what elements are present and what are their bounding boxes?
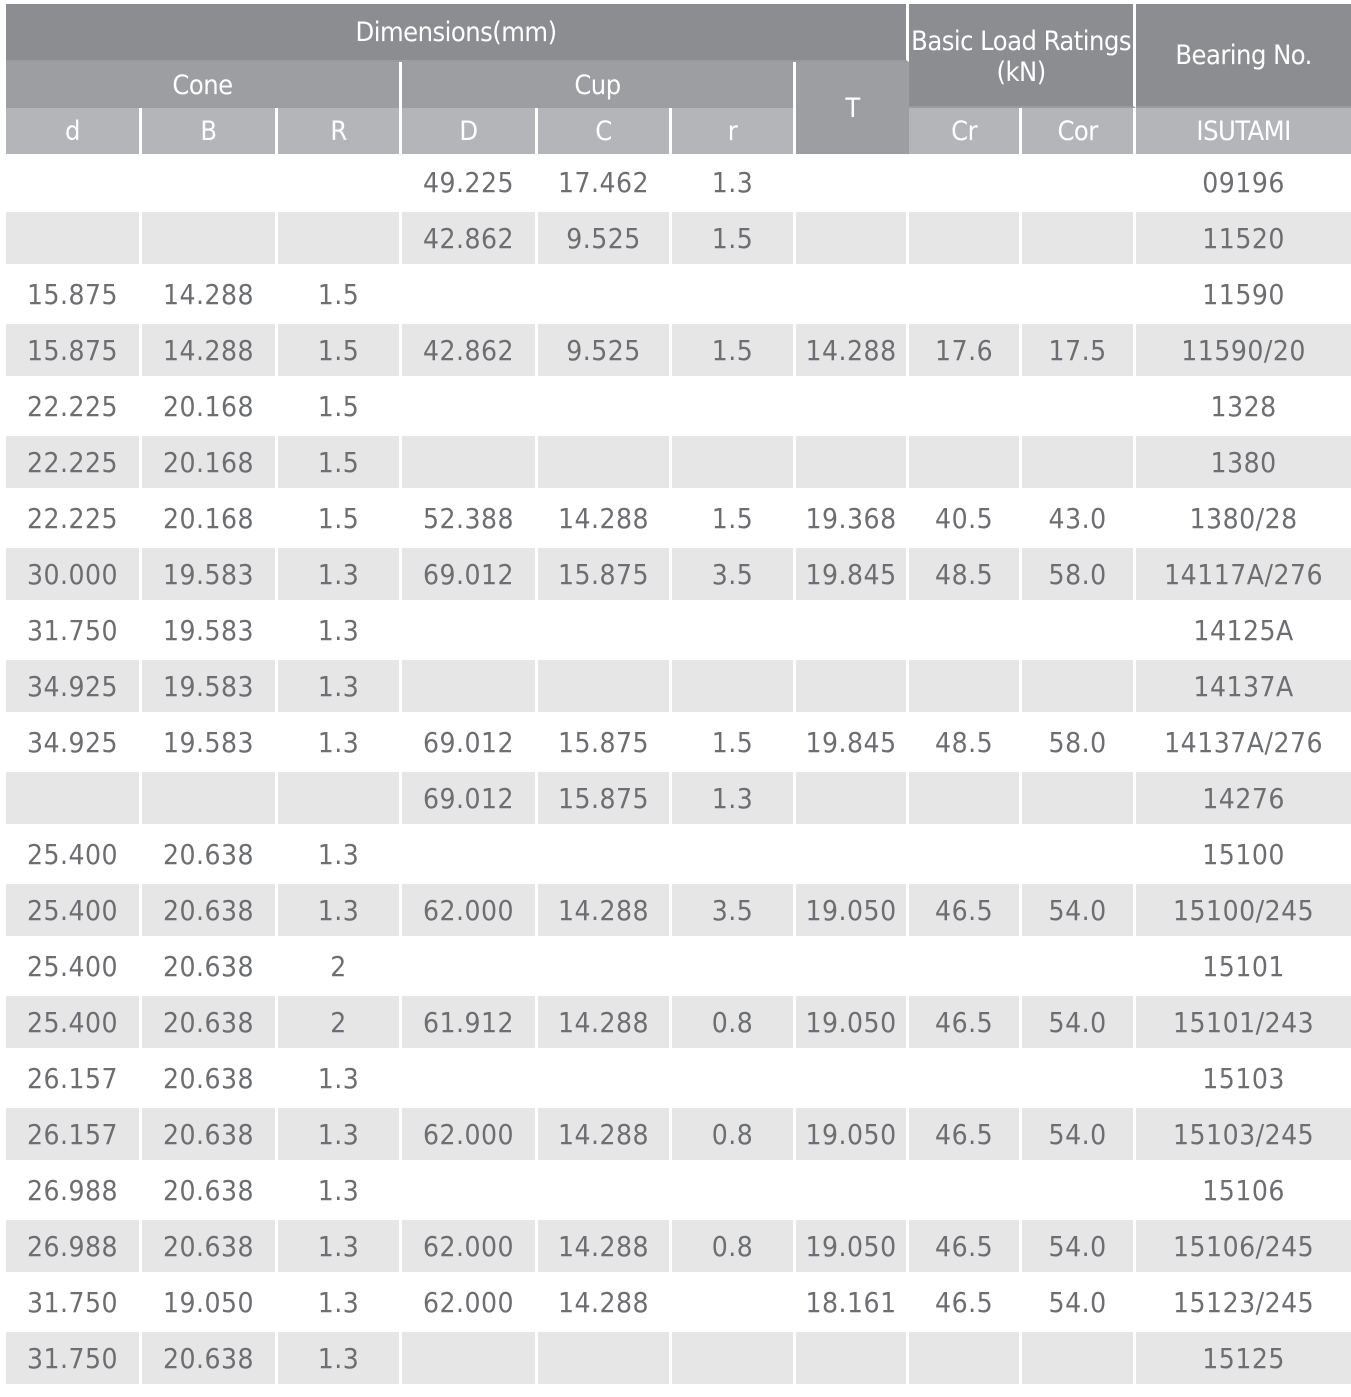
cell-cup-r: [672, 1330, 796, 1386]
cone-header: Cone: [6, 62, 402, 108]
basic-load-ratings-header: [909, 4, 1136, 108]
cell-cone-r: 1.5: [278, 378, 402, 434]
bearing-table: [6, 4, 1351, 1386]
cell-cone-r: 1.3: [278, 826, 402, 882]
cell-cone-r: 2: [278, 994, 402, 1050]
cell-b: 20.638: [142, 1106, 278, 1162]
cell-b: 14.288: [142, 266, 278, 322]
cell-cone-r: 1.3: [278, 1162, 402, 1218]
cell-c: 14.288: [538, 882, 672, 938]
cell-b: 14.288: [142, 322, 278, 378]
cell-cor: [1022, 434, 1136, 490]
cell-outer-d: [402, 938, 538, 994]
cell-c: 9.525: [538, 210, 672, 266]
cell-bearing-no: 09196: [1136, 154, 1351, 210]
cell-b: 20.638: [142, 938, 278, 994]
cell-bearing-no: 15106: [1136, 1162, 1351, 1218]
cell-cr: [909, 938, 1022, 994]
cell-t: [796, 602, 909, 658]
cell-cr: 46.5: [909, 882, 1022, 938]
cell-bearing-no: 14276: [1136, 770, 1351, 826]
cell-c: 9.525: [538, 322, 672, 378]
cell-cone-r: 1.3: [278, 546, 402, 602]
cell-cr: [909, 378, 1022, 434]
cell-c: [538, 938, 672, 994]
cell-cup-r: 0.8: [672, 1218, 796, 1274]
col-header-cone-r: R: [278, 108, 402, 154]
cell-bearing-no: 11590/20: [1136, 322, 1351, 378]
cell-cor: 43.0: [1022, 490, 1136, 546]
cell-cup-r: 1.3: [672, 770, 796, 826]
cell-bearing-no: 15103/245: [1136, 1106, 1351, 1162]
cell-cor: 54.0: [1022, 1218, 1136, 1274]
cell-cup-r: [672, 938, 796, 994]
cell-cone-r: 1.3: [278, 1218, 402, 1274]
cell-cor: [1022, 154, 1136, 210]
dimensions-header: Dimensions(mm): [6, 4, 909, 62]
cell-cup-r: 1.5: [672, 490, 796, 546]
cell-cor: [1022, 602, 1136, 658]
cell-cone-r: 1.3: [278, 602, 402, 658]
cell-d: 34.925: [6, 658, 142, 714]
cell-b: 19.583: [142, 602, 278, 658]
cell-outer-d: [402, 1050, 538, 1106]
cell-b: 20.168: [142, 490, 278, 546]
cell-cr: [909, 434, 1022, 490]
cell-c: [538, 602, 672, 658]
cell-t: [796, 1050, 909, 1106]
cell-t: 19.050: [796, 1218, 909, 1274]
cell-b: 20.168: [142, 378, 278, 434]
cell-c: [538, 1330, 672, 1386]
cell-outer-d: 42.862: [402, 322, 538, 378]
cell-d: 25.400: [6, 994, 142, 1050]
cell-cup-r: 1.5: [672, 714, 796, 770]
table-row: [6, 210, 1351, 266]
col-header-cr: Cr: [909, 108, 1022, 154]
table-row: [6, 490, 1351, 546]
cell-cone-r: [278, 210, 402, 266]
cell-c: [538, 1050, 672, 1106]
cell-cr: 40.5: [909, 490, 1022, 546]
cell-b: [142, 210, 278, 266]
cell-t: 18.161: [796, 1274, 909, 1330]
cell-b: 20.638: [142, 1330, 278, 1386]
cell-cor: 17.5: [1022, 322, 1136, 378]
cell-c: [538, 378, 672, 434]
cell-cup-r: 0.8: [672, 1106, 796, 1162]
cell-d: 30.000: [6, 546, 142, 602]
cell-outer-d: 69.012: [402, 546, 538, 602]
cell-b: [142, 770, 278, 826]
col-header-cup-r: r: [672, 108, 796, 154]
basic-load-ratings-label: Basic Load Ratings: [911, 26, 1132, 57]
cell-cone-r: 1.3: [278, 658, 402, 714]
cell-c: 14.288: [538, 490, 672, 546]
cell-d: 15.875: [6, 322, 142, 378]
cell-cor: 54.0: [1022, 1106, 1136, 1162]
cell-d: 26.988: [6, 1162, 142, 1218]
table-row: [6, 882, 1351, 938]
cell-bearing-no: 1328: [1136, 378, 1351, 434]
cell-b: 20.638: [142, 1162, 278, 1218]
cell-cor: [1022, 938, 1136, 994]
cell-d: 15.875: [6, 266, 142, 322]
cell-cone-r: 1.3: [278, 882, 402, 938]
cell-cup-r: 1.5: [672, 322, 796, 378]
table-row: [6, 938, 1351, 994]
table-row: [6, 154, 1351, 210]
cell-b: 20.638: [142, 826, 278, 882]
cell-c: [538, 658, 672, 714]
cell-cor: [1022, 210, 1136, 266]
cell-cr: [909, 1330, 1022, 1386]
cell-cr: [909, 770, 1022, 826]
cell-outer-d: 62.000: [402, 1106, 538, 1162]
table-row: [6, 826, 1351, 882]
cell-outer-d: [402, 826, 538, 882]
cell-t: [796, 826, 909, 882]
table-row: [6, 1274, 1351, 1330]
cell-bearing-no: 15103: [1136, 1050, 1351, 1106]
cell-cr: [909, 602, 1022, 658]
cell-cone-r: 1.3: [278, 1274, 402, 1330]
cell-cr: 46.5: [909, 1218, 1022, 1274]
cell-cup-r: [672, 378, 796, 434]
cell-outer-d: 49.225: [402, 154, 538, 210]
cell-cone-r: 1.3: [278, 1330, 402, 1386]
cell-t: [796, 1330, 909, 1386]
cell-cup-r: [672, 658, 796, 714]
cell-t: 19.845: [796, 714, 909, 770]
cell-cor: 54.0: [1022, 1274, 1136, 1330]
cell-outer-d: [402, 266, 538, 322]
cell-cr: [909, 826, 1022, 882]
table-row: [6, 994, 1351, 1050]
cell-bearing-no: 15101: [1136, 938, 1351, 994]
cell-cr: [909, 1050, 1022, 1106]
t-header: T: [796, 62, 909, 154]
table-row: [6, 1162, 1351, 1218]
cell-cup-r: [672, 826, 796, 882]
cell-c: [538, 1162, 672, 1218]
table-row: [6, 658, 1351, 714]
cell-c: 15.875: [538, 770, 672, 826]
cell-outer-d: [402, 378, 538, 434]
col-header-d: d: [6, 108, 142, 154]
table-row: [6, 546, 1351, 602]
cell-bearing-no: 1380/28: [1136, 490, 1351, 546]
cell-cup-r: [672, 602, 796, 658]
cell-d: 25.400: [6, 882, 142, 938]
cell-cr: [909, 658, 1022, 714]
cell-t: [796, 434, 909, 490]
col-header-b: B: [142, 108, 278, 154]
cell-cr: [909, 154, 1022, 210]
cell-cup-r: 0.8: [672, 994, 796, 1050]
table-row: [6, 1050, 1351, 1106]
cell-b: 20.638: [142, 1050, 278, 1106]
bearing-no-header: Bearing No.: [1136, 4, 1351, 108]
table-header: [6, 4, 1351, 154]
cell-d: 31.750: [6, 602, 142, 658]
cell-cr: 46.5: [909, 1274, 1022, 1330]
cell-d: 26.988: [6, 1218, 142, 1274]
cell-outer-d: 69.012: [402, 770, 538, 826]
cell-cr: 46.5: [909, 994, 1022, 1050]
table-row: [6, 1106, 1351, 1162]
cell-t: 19.050: [796, 1106, 909, 1162]
cell-cor: [1022, 378, 1136, 434]
cell-bearing-no: 14137A/276: [1136, 714, 1351, 770]
table-body: [6, 154, 1351, 1386]
cell-cup-r: [672, 266, 796, 322]
cell-cone-r: 1.5: [278, 322, 402, 378]
cell-cr: [909, 210, 1022, 266]
cell-bearing-no: 14125A: [1136, 602, 1351, 658]
cell-cone-r: 1.3: [278, 1106, 402, 1162]
col-header-outer-d: D: [402, 108, 538, 154]
cell-cr: 17.6: [909, 322, 1022, 378]
table-row: [6, 714, 1351, 770]
basic-load-ratings-unit: (kN): [996, 57, 1046, 88]
cell-b: 20.638: [142, 1218, 278, 1274]
cell-t: 19.845: [796, 546, 909, 602]
cell-c: 14.288: [538, 1106, 672, 1162]
cell-c: 15.875: [538, 714, 672, 770]
cell-t: [796, 378, 909, 434]
cell-cr: 48.5: [909, 546, 1022, 602]
table-row: [6, 322, 1351, 378]
cell-d: 34.925: [6, 714, 142, 770]
cell-bearing-no: 15123/245: [1136, 1274, 1351, 1330]
cell-c: 15.875: [538, 546, 672, 602]
table-row: [6, 1330, 1351, 1386]
cell-t: [796, 154, 909, 210]
cell-cor: [1022, 658, 1136, 714]
table-row: [6, 266, 1351, 322]
cell-outer-d: 52.388: [402, 490, 538, 546]
cell-cone-r: 1.3: [278, 714, 402, 770]
cell-cor: [1022, 1050, 1136, 1106]
table-row: [6, 378, 1351, 434]
cell-t: 19.368: [796, 490, 909, 546]
cell-b: 20.638: [142, 994, 278, 1050]
cell-cup-r: [672, 434, 796, 490]
cell-cr: [909, 266, 1022, 322]
cell-bearing-no: 15125: [1136, 1330, 1351, 1386]
cell-outer-d: 62.000: [402, 1274, 538, 1330]
cell-outer-d: 62.000: [402, 1218, 538, 1274]
cell-cor: [1022, 1162, 1136, 1218]
cell-cor: [1022, 1330, 1136, 1386]
cell-cup-r: 3.5: [672, 546, 796, 602]
col-header-brand: ISUTAMI: [1136, 108, 1351, 154]
col-header-cor: Cor: [1022, 108, 1136, 154]
cell-c: 14.288: [538, 994, 672, 1050]
cell-cor: 54.0: [1022, 882, 1136, 938]
cell-b: [142, 154, 278, 210]
cell-outer-d: 42.862: [402, 210, 538, 266]
cell-bearing-no: 1380: [1136, 434, 1351, 490]
cell-c: 14.288: [538, 1274, 672, 1330]
cell-outer-d: [402, 434, 538, 490]
cell-cup-r: 1.3: [672, 154, 796, 210]
cell-cone-r: [278, 154, 402, 210]
cell-c: [538, 434, 672, 490]
cell-t: [796, 266, 909, 322]
cell-bearing-no: 15106/245: [1136, 1218, 1351, 1274]
cell-cone-r: 1.5: [278, 434, 402, 490]
cell-d: 31.750: [6, 1274, 142, 1330]
cell-d: 25.400: [6, 938, 142, 994]
cell-bearing-no: 14117A/276: [1136, 546, 1351, 602]
cell-outer-d: [402, 1162, 538, 1218]
cell-cr: 48.5: [909, 714, 1022, 770]
table-row: [6, 434, 1351, 490]
cell-cor: 58.0: [1022, 546, 1136, 602]
cell-bearing-no: 14137A: [1136, 658, 1351, 714]
cell-cr: [909, 1162, 1022, 1218]
cell-d: [6, 210, 142, 266]
cell-d: 26.157: [6, 1050, 142, 1106]
cell-t: [796, 770, 909, 826]
cell-cone-r: 1.5: [278, 490, 402, 546]
cell-cone-r: 1.3: [278, 1050, 402, 1106]
cell-c: [538, 266, 672, 322]
table-row: [6, 770, 1351, 826]
cell-outer-d: 69.012: [402, 714, 538, 770]
cell-t: [796, 210, 909, 266]
col-header-c: C: [538, 108, 672, 154]
cell-cone-r: [278, 770, 402, 826]
cell-bearing-no: 11520: [1136, 210, 1351, 266]
table-row: [6, 1218, 1351, 1274]
cell-cup-r: 1.5: [672, 210, 796, 266]
cell-c: 17.462: [538, 154, 672, 210]
cell-cor: [1022, 770, 1136, 826]
cell-d: [6, 154, 142, 210]
cell-bearing-no: 11590: [1136, 266, 1351, 322]
cell-bearing-no: 15100: [1136, 826, 1351, 882]
cell-b: 19.583: [142, 658, 278, 714]
cell-b: 19.050: [142, 1274, 278, 1330]
cell-d: 22.225: [6, 378, 142, 434]
cell-cor: 58.0: [1022, 714, 1136, 770]
cell-cup-r: [672, 1050, 796, 1106]
cell-cor: [1022, 266, 1136, 322]
cell-cup-r: 3.5: [672, 882, 796, 938]
cell-bearing-no: 15101/243: [1136, 994, 1351, 1050]
cell-t: 19.050: [796, 882, 909, 938]
cell-b: 19.583: [142, 546, 278, 602]
cell-outer-d: [402, 1330, 538, 1386]
cell-d: 22.225: [6, 434, 142, 490]
cell-t: 14.288: [796, 322, 909, 378]
cell-d: 31.750: [6, 1330, 142, 1386]
cell-outer-d: [402, 602, 538, 658]
cell-cone-r: 1.5: [278, 266, 402, 322]
cell-bearing-no: 15100/245: [1136, 882, 1351, 938]
cell-t: [796, 1162, 909, 1218]
cell-t: 19.050: [796, 994, 909, 1050]
cell-d: 26.157: [6, 1106, 142, 1162]
cell-outer-d: 62.000: [402, 882, 538, 938]
cell-cone-r: 2: [278, 938, 402, 994]
cell-outer-d: 61.912: [402, 994, 538, 1050]
cell-d: 25.400: [6, 826, 142, 882]
cup-header: Cup: [402, 62, 796, 108]
cell-cor: [1022, 826, 1136, 882]
cell-t: [796, 938, 909, 994]
cell-c: [538, 826, 672, 882]
cell-t: [796, 658, 909, 714]
cell-c: 14.288: [538, 1218, 672, 1274]
cell-d: [6, 770, 142, 826]
cell-b: 20.638: [142, 882, 278, 938]
cell-outer-d: [402, 658, 538, 714]
table-row: [6, 602, 1351, 658]
cell-b: 20.168: [142, 434, 278, 490]
cell-cor: 54.0: [1022, 994, 1136, 1050]
cell-cup-r: [672, 1162, 796, 1218]
cell-cr: 46.5: [909, 1106, 1022, 1162]
cell-cup-r: [672, 1274, 796, 1330]
cell-d: 22.225: [6, 490, 142, 546]
cell-b: 19.583: [142, 714, 278, 770]
